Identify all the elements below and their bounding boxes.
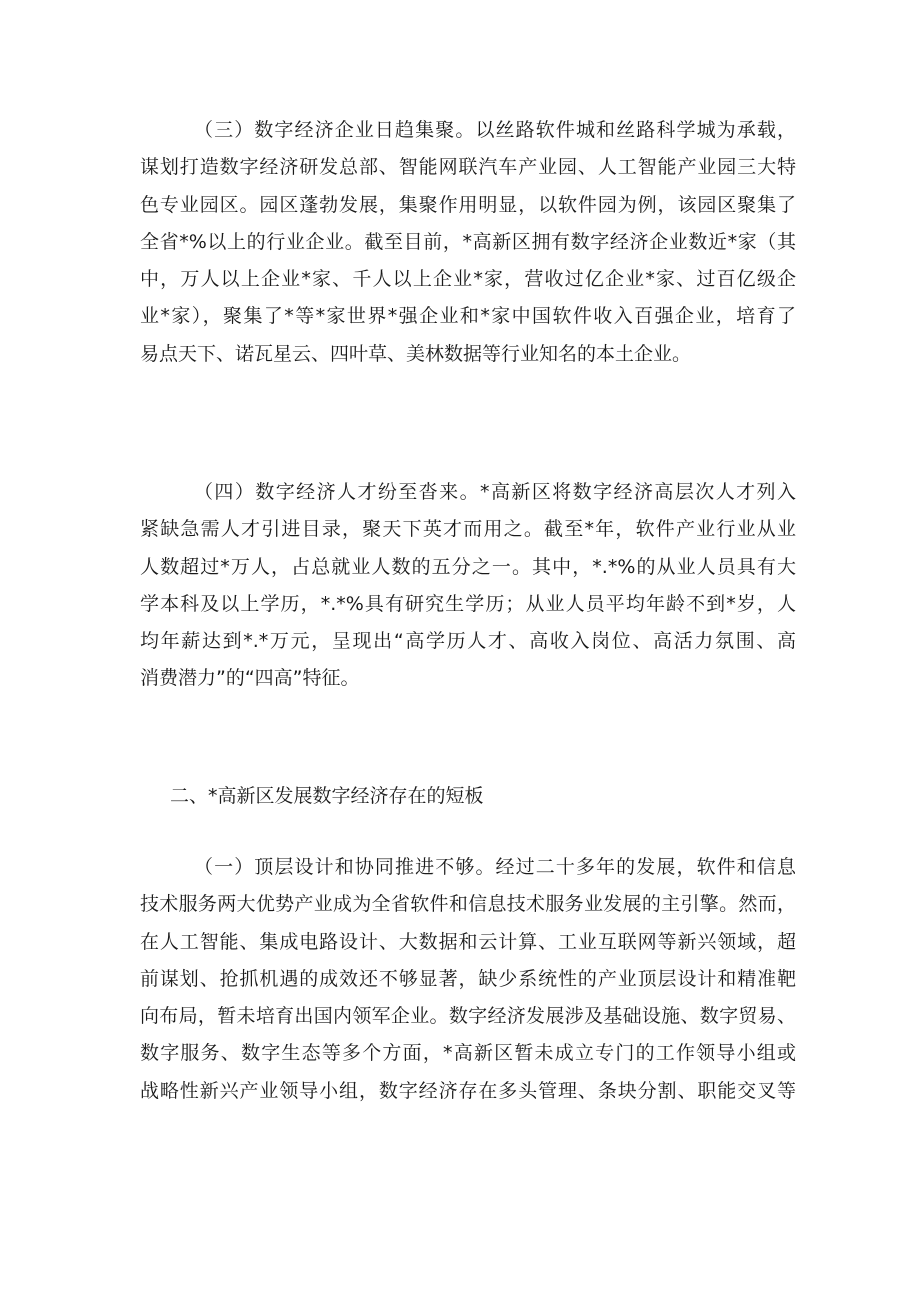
text-line: 技术服务两大优势产业成为全省软件和信息技术服务业发展的主引擎。然而， [140, 893, 796, 916]
text-line: 前谋划、抢抓机遇的成效还不够显著，缺少系统性的产业顶层设计和精准靶 [140, 967, 796, 990]
text-line: 谋划打造数字经济研发总部、智能网联汽车产业园、人工智能产业园三大特 [140, 156, 796, 179]
text-line: 人数超过*万人，占总就业人数的五分之一。其中，*.*%的从业人员具有大 [140, 555, 796, 578]
text-line: 中，万人以上企业*家、千人以上企业*家，营收过亿企业*家、过百亿级企 [140, 268, 796, 291]
text-line: （一）顶层设计和协同推进不够。经过二十多年的发展，软件和信息 [194, 856, 796, 878]
paragraph-top-level-design [140, 849, 796, 1110]
text-line: 业*家），聚集了*等*家世界*强企业和*家中国软件收入百强企业，培育了 [140, 305, 796, 328]
text-line: 均年薪达到*.*万元，呈现出“高学历人才、高收入岗位、高活力氛围、高 [140, 630, 796, 653]
text-line: 消费潜力”的“四高”特征。 [140, 667, 360, 690]
text-line: 易点天下、诺瓦星云、四叶草、美林数据等行业知名的本土企业。 [140, 342, 692, 365]
text-line: 紧缺急需人才引进目录，聚天下英才而用之。截至*年，软件产业行业从业 [140, 518, 796, 541]
text-line: 色专业园区。园区蓬勃发展，集聚作用明显，以软件园为例，该园区聚集了 [140, 193, 796, 216]
text-line: 在人工智能、集成电路设计、大数据和云计算、工业互联网等新兴领域，超 [140, 930, 796, 953]
text-line: 向布局，暂未培育出国内领军企业。数字经济发展涉及基础设施、数字贸易、 [140, 1005, 796, 1028]
paragraph-talent-influx [140, 474, 796, 698]
text-line: 学本科及以上学历，*.*%具有研究生学历；从业人员平均年龄不到*岁，人 [140, 592, 796, 615]
text-line: 战略性新兴产业领导小组，数字经济存在多头管理、条块分割、职能交叉等 [140, 1079, 796, 1102]
text-line: 数字服务、数字生态等多个方面，*高新区暂未成立专门的工作领导小组或 [140, 1042, 796, 1065]
text-line: 全省*%以上的行业企业。截至目前，*高新区拥有数字经济企业数近*家（其 [140, 230, 796, 253]
section-heading [140, 778, 796, 815]
text-line: （四）数字经济人才纷至沓来。*高新区将数字经济高层次人才列入 [194, 481, 796, 503]
paragraph-enterprise-clustering [140, 112, 796, 373]
section-heading-text: 二、*高新区发展数字经济存在的短板 [170, 785, 484, 807]
text-line: （三）数字经济企业日趋集聚。以丝路软件城和丝路科学城为承载， [194, 119, 796, 141]
